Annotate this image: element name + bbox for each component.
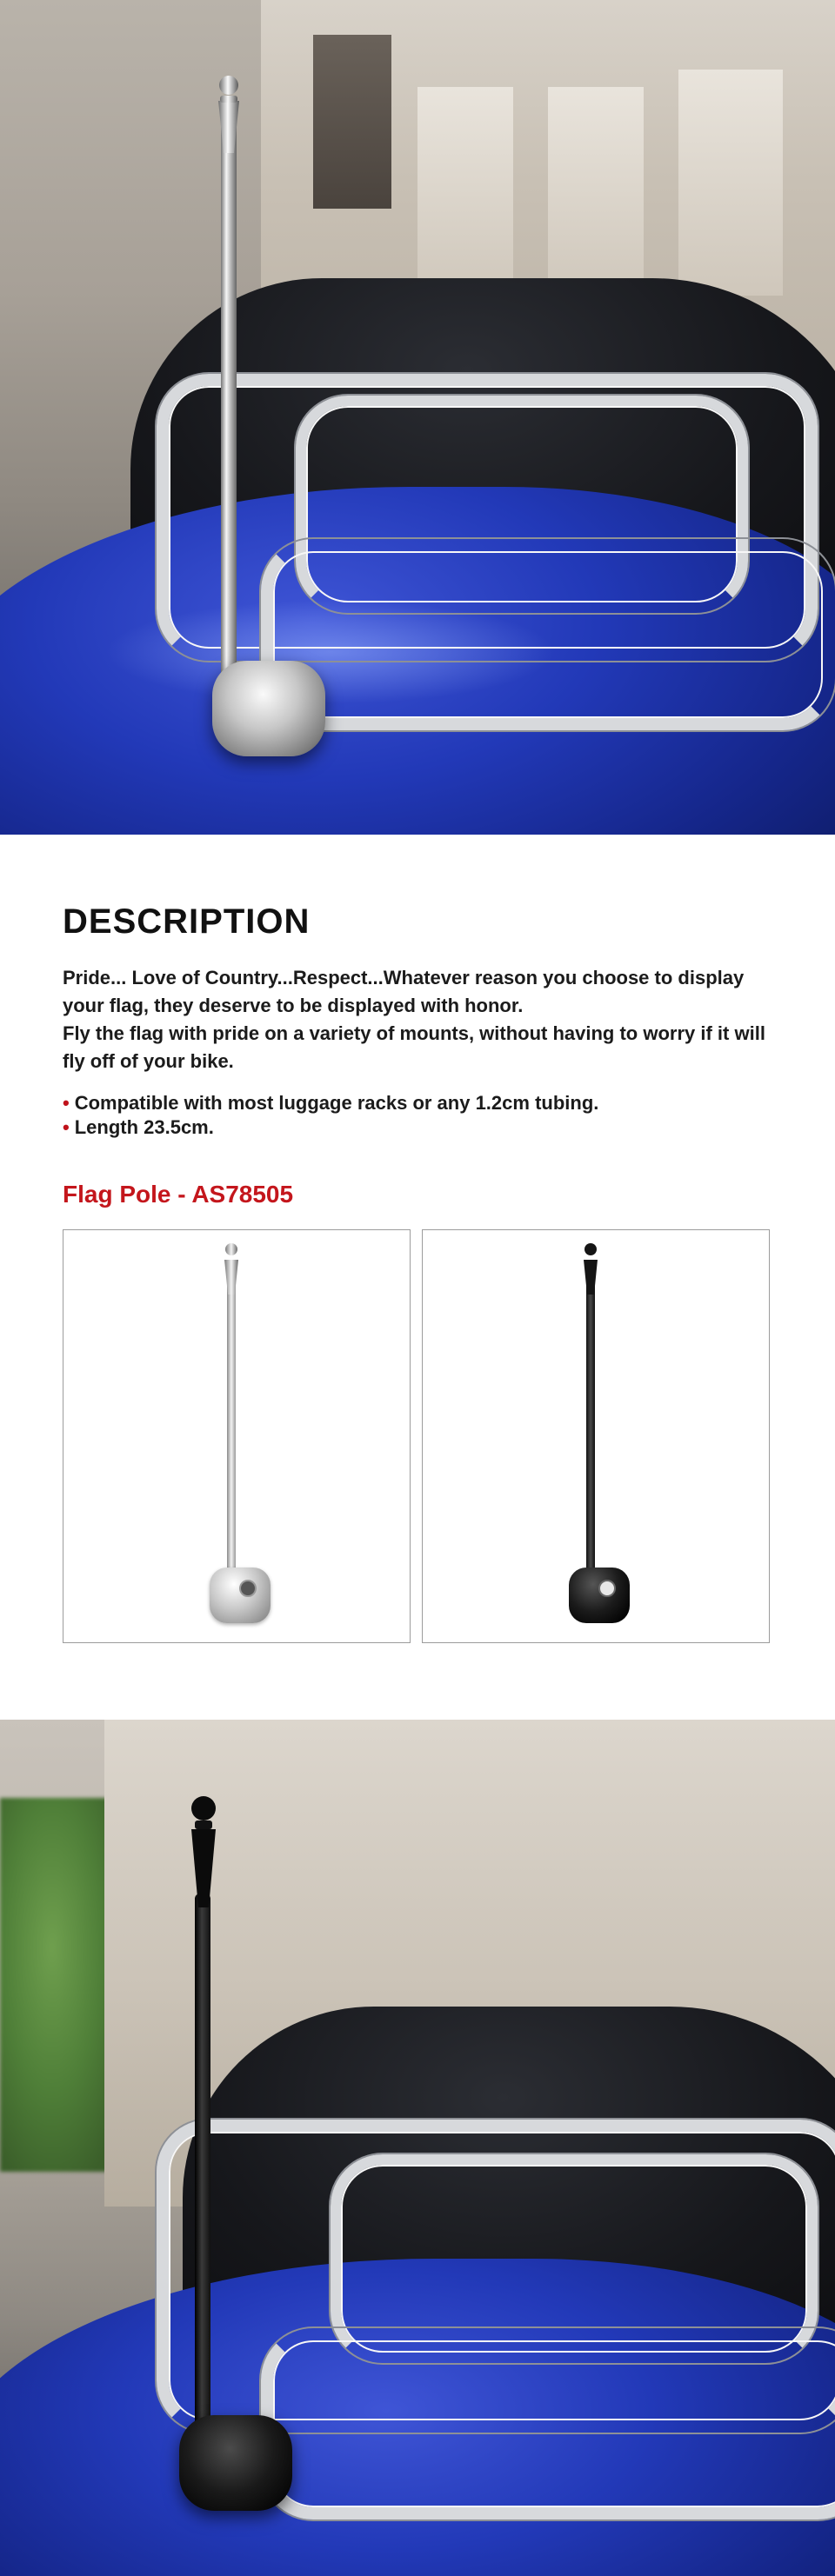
feature-item: • Compatible with most luggage racks or any 1.2cm tubing. [63, 1092, 599, 1114]
bullet-marker: • [63, 1092, 70, 1114]
description-text [63, 964, 776, 1075]
black-finial [184, 1794, 223, 1907]
description-paragraph-1: Pride... Love of Country...Respect...Whatever reason you choose to display your flag, they deserve to be displayed with honor. [63, 967, 745, 1016]
description-heading: DESCRIPTION [63, 902, 311, 941]
product-title: Flag Pole - AS78505 [63, 1181, 294, 1208]
black-pole-product-photo [0, 1720, 835, 2576]
feature-item: • Length 23.5cm. [63, 1116, 214, 1138]
bullet-marker: • [63, 1116, 70, 1138]
thumb-finial-icon [219, 1242, 244, 1295]
feature-list [63, 1091, 776, 1140]
thumb-finial-icon [578, 1242, 603, 1295]
thumb-mount-clamp [569, 1568, 630, 1623]
chrome-rack-mount [212, 661, 325, 756]
thumb-pole-shaft [586, 1268, 595, 1581]
black-rack-mount [179, 2415, 292, 2511]
black-pole-shaft [195, 1894, 210, 2450]
chrome-variant-thumbnail[interactable] [63, 1229, 411, 1643]
description-paragraph-2: Fly the flag with pride on a variety of mounts, without having to worry if it will fly off of your bike. [63, 1022, 765, 1072]
chrome-pole-shaft [221, 96, 237, 696]
chrome-finial [211, 75, 246, 153]
thumb-pole-shaft [227, 1268, 236, 1581]
description-section [63, 902, 776, 1140]
black-variant-thumbnail[interactable] [422, 1229, 770, 1643]
thumb-mount-clamp [210, 1568, 271, 1623]
hero-product-photo [0, 0, 835, 835]
